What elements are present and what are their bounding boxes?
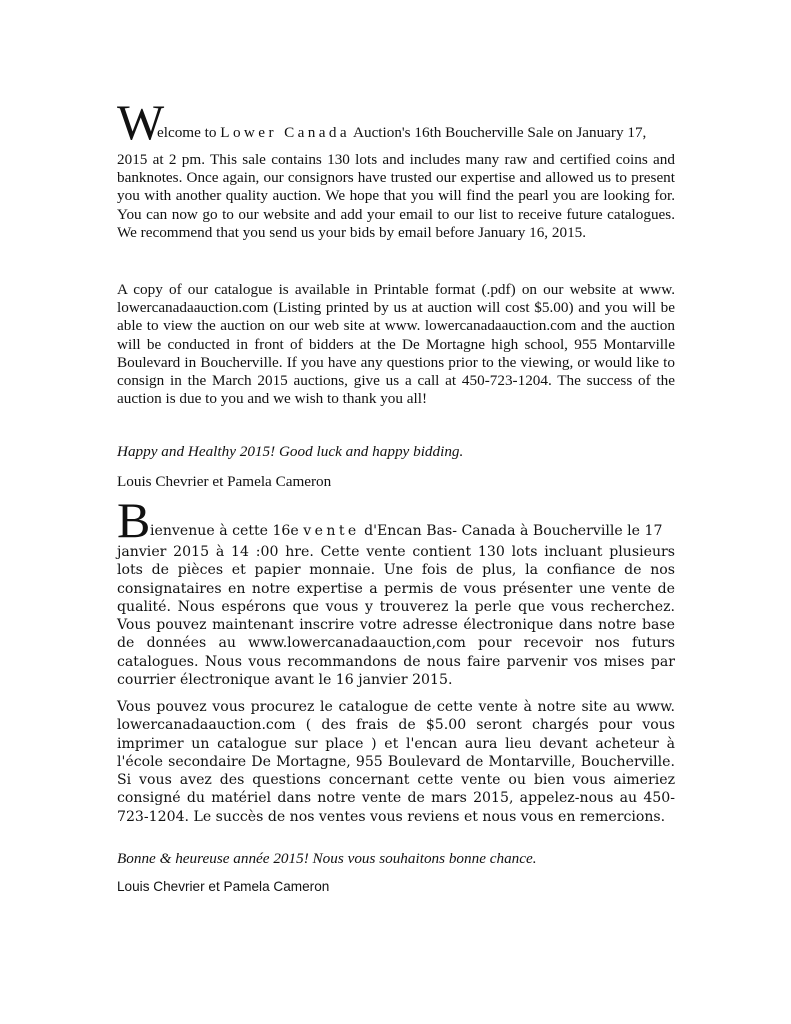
english-intro <box>117 94 675 242</box>
english-first-line-text <box>157 124 646 142</box>
english-first-line <box>117 94 675 150</box>
english-intro-after: Auction's 16th Boucherville Sale on January 17, <box>350 123 647 141</box>
english-intro-spaced: Lower Canada <box>220 123 351 141</box>
french-first-line-text <box>150 522 662 540</box>
french-intro-before: ienvenue à cette 16e <box>150 522 304 539</box>
french-paragraph-1: janvier 2015 à 14 :00 hre. Cette vente contient 130 lots incluant plusieurs lots de pièces et papier monnaie. Une fois de plus, la confiance de nos consignataires en notre expertise a permis de vous présenter une vente de qualité. Nous espérons que vous y trouverez la perle que vous recherchez. Vous pouvez maintenant inscrire votre adresse électronique dans notre base de données au www.lowercanadaauction,com pour recevoir nos futurs catalogues. Nous vous recommandons de nous faire parvenir vos mises par courrier électronique avant le 16 janvier 2015. <box>117 544 675 689</box>
english-drop-cap: W <box>117 94 165 150</box>
english-paragraph-2: A copy of our catalogue is available in Printable format (.pdf) on our website at www. lowercanadaauction.com (Listing printed by us at auction will cost $5.00) and you will be able to view the auction on our web site at www. lowercanadaauction.com and the auction will be conducted in front of bidders at the De Mortagne high school, 955 Montarville Boulevard in Boucherville. If you have any questions prior to the viewing, or would like to consign in the March 2015 auctions, give us a call at 450-723-1204. The success of the auction is due to you and we wish to thank you all! <box>117 281 675 408</box>
french-first-line <box>117 492 675 548</box>
french-signature: Louis Chevrier et Pamela Cameron <box>117 879 330 894</box>
french-drop-cap: B <box>117 492 151 548</box>
french-wish: Bonne & heureuse année 2015! Nous vous souhaitons bonne chance. <box>117 850 537 867</box>
english-intro-before: elcome to <box>157 123 221 141</box>
french-intro-spaced: vente <box>303 522 360 539</box>
english-paragraph-1: 2015 at 2 pm. This sale contains 130 lots and includes many raw and certified coins and banknotes. Once again, our consignors have trusted our expertise and allowed us to present you with another quality auction. We hope that you will find the pearl you are looking for. You can now go to our website and add your email to our list to receive future catalogues. We recommend that you send us your bids by email before January 16, 2015. <box>117 151 675 241</box>
french-paragraph-2: Vous pouvez vous procurez le catalogue de cette vente à notre site au www. lowercanadaauction.com ( des frais de $5.00 seront chargés pour vous imprimer un catalogue sur place ) et l'encan aura lieu devant acheteur à l'école secondaire De Mortagne, 955 Boulevard de Montarville, Boucherville. Si vous avez des questions concernant cette vente ou bien vous aimeriez consigné du matériel dans notre vente de mars 2015, appelez-nous au 450-723-1204. Le succès de nos ventes vous reviens et nous vous en remercions. <box>117 699 675 825</box>
french-intro <box>117 492 675 689</box>
english-wish: Happy and Healthy 2015! Good luck and happy bidding. <box>117 443 464 460</box>
english-signature: Louis Chevrier et Pamela Cameron <box>117 473 332 490</box>
french-intro-after: d'Encan Bas- Canada à Boucherville le 17 <box>359 522 663 539</box>
